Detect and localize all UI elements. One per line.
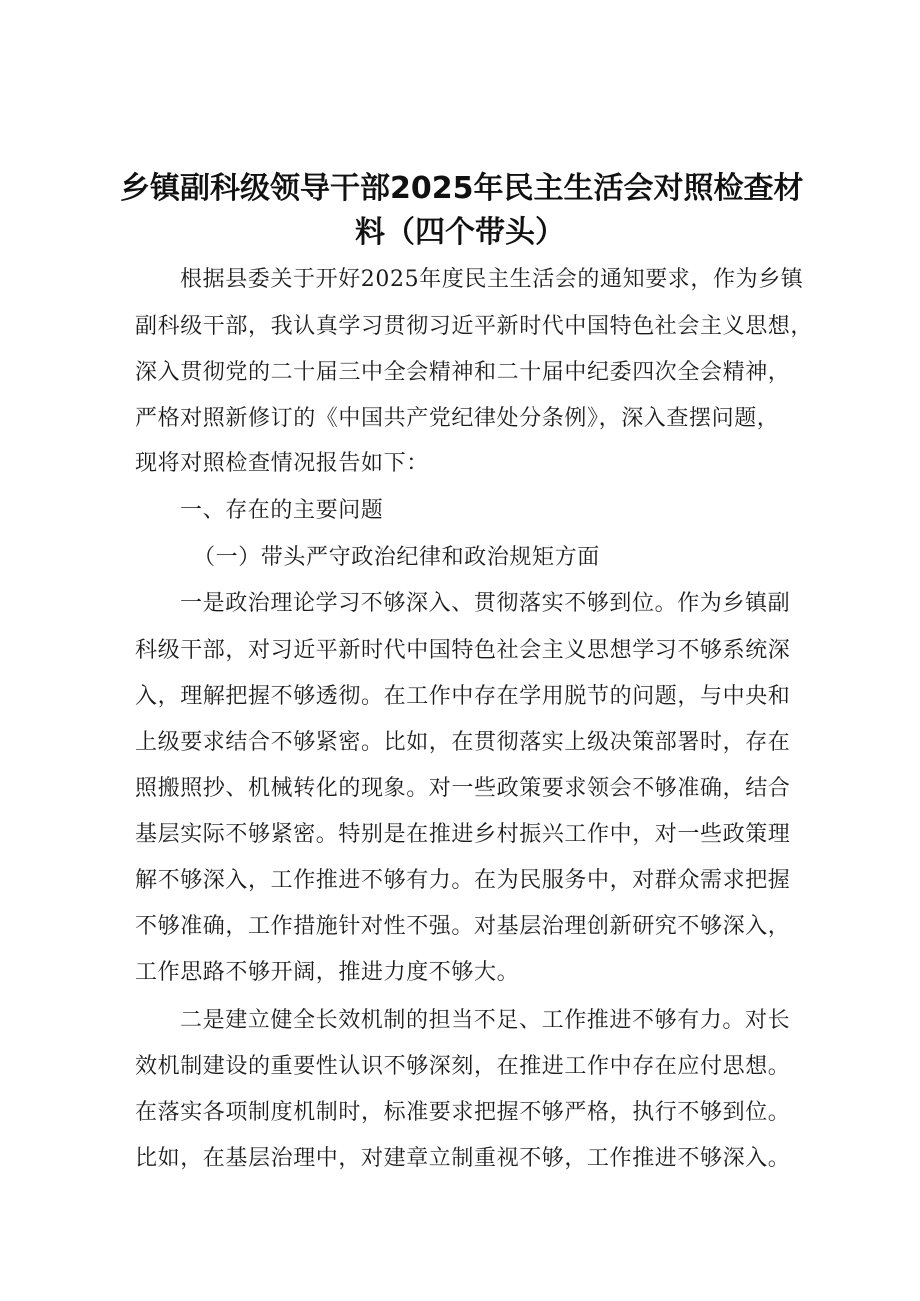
section-heading: 一、存在的主要问题: [180, 498, 384, 523]
paragraph-line: 科级干部，对习近平新时代中国特色社会主义思想学习不够系统深: [135, 638, 791, 663]
intro-line: 严格对照新修订的《中国共产党纪律处分条例》，深入查摆问题，: [135, 406, 780, 431]
intro-line: 副科级干部，我认真学习贯彻习近平新时代中国特色社会主义思想，: [135, 314, 814, 339]
intro-line: 现将对照检查情况报告如下：: [135, 451, 429, 476]
document-title-line-2: 料（四个带头）: [355, 215, 565, 250]
paragraph-line: 解不够深入，工作推进不够有力。在为民服务中，对群众需求把握: [135, 868, 791, 893]
paragraph-line: 一是政治理论学习不够深入、贯彻落实不够到位。作为乡镇副: [180, 591, 791, 616]
paragraph-line: 照搬照抄、机械转化的现象。对一些政策要求领会不够准确，结合: [135, 776, 791, 801]
paragraph-line: 在落实各项制度机制时，标准要求把握不够严格，执行不够到位。: [135, 1100, 791, 1125]
paragraph-line: 不够准确，工作措施针对性不强。对基层治理创新研究不够深入，: [135, 914, 791, 939]
paragraph-line: 入，理解把握不够透彻。在工作中存在学用脱节的问题，与中央和: [135, 684, 791, 709]
paragraph-line: 工作思路不够开阔，推进力度不够大。: [135, 960, 520, 985]
intro-line: 深入贯彻党的二十届三中全会精神和二十届中纪委四次全会精神，: [135, 360, 791, 385]
paragraph-line: 基层实际不够紧密。特别是在推进乡村振兴工作中，对一些政策理: [135, 822, 791, 847]
paragraph-line: 比如，在基层治理中，对建章立制重视不够，工作推进不够深入。: [135, 1146, 791, 1171]
paragraph-line: 上级要求结合不够紧密。比如，在贯彻落实上级决策部署时，存在: [135, 730, 791, 755]
paragraph-line: 二是建立健全长效机制的担当不足、工作推进不够有力。对长: [180, 1008, 791, 1033]
subsection-heading: （一）带头严守政治纪律和政治规矩方面: [193, 545, 600, 570]
document-title-line-1: 乡镇副科级领导干部2025年民主生活会对照检查材: [120, 171, 804, 206]
paragraph-line: 效机制建设的重要性认识不够深刻，在推进工作中存在应付思想。: [135, 1054, 791, 1079]
intro-line: 根据县委关于开好2025年度民主生活会的通知要求，作为乡镇: [180, 267, 804, 292]
